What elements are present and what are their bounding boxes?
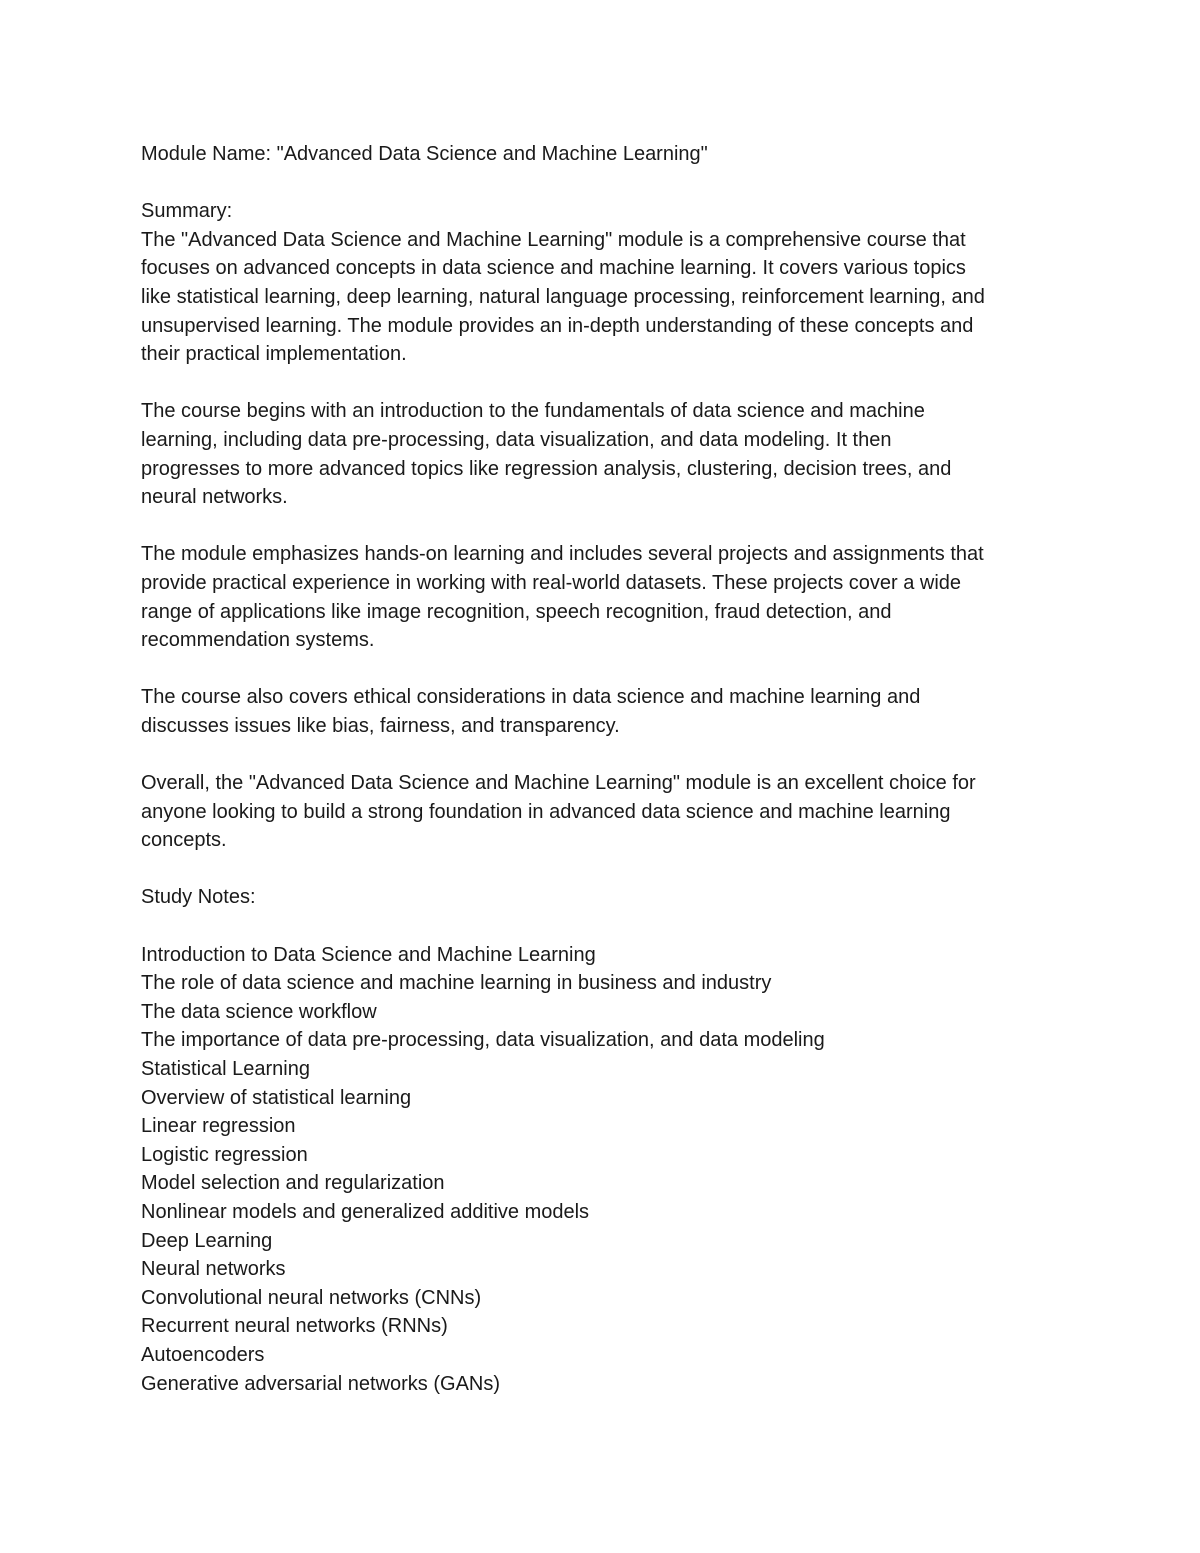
summary-paragraph-2	[141, 397, 1076, 511]
paragraph-line: like statistical learning, deep learning, natural language processing, reinforcement learning, and	[141, 285, 985, 308]
paragraph-line: range of applications like image recognition, speech recognition, fraud detection, and	[141, 600, 892, 623]
study-note-item: Logistic regression	[141, 1143, 308, 1166]
paragraph-line: provide practical experience in working with real-world datasets. These projects cover a wide	[141, 571, 962, 594]
blank-line	[141, 369, 1076, 398]
blank-line	[141, 912, 1076, 941]
study-note-item: Statistical Learning	[141, 1058, 310, 1080]
study-note-item: Introduction to Data Science and Machine Learning	[141, 943, 596, 966]
study-note-item: Nonlinear models and generalized additive models	[141, 1200, 590, 1223]
paragraph-line: anyone looking to build a strong foundation in advanced data science and machine learning	[141, 800, 951, 823]
paragraph-line: The "Advanced Data Science and Machine Learning" module is a comprehensive course that	[141, 228, 966, 251]
paragraph-line: unsupervised learning. The module provides an in-depth understanding of these concepts and	[141, 314, 974, 337]
study-note-item: Deep Learning	[141, 1229, 273, 1252]
paragraph-line: neural networks.	[141, 486, 288, 509]
paragraph-line: learning, including data pre-processing, data visualization, and data modeling. It then	[141, 428, 892, 451]
blank-line	[141, 740, 1076, 769]
paragraph-line: The course also covers ethical considerations in data science and machine learning and	[141, 686, 921, 709]
summary-paragraph-4	[141, 683, 1076, 740]
paragraph-line: focuses on advanced concepts in data science and machine learning. It covers various topics	[141, 257, 966, 280]
study-note-item: The role of data science and machine learning in business and industry	[141, 972, 772, 995]
study-note-item: The data science workflow	[141, 1000, 377, 1023]
module-name-line: Module Name: "Advanced Data Science and Machine Learning"	[141, 143, 708, 165]
study-note-item: Overview of statistical learning	[141, 1086, 412, 1109]
study-note-item: Model selection and regularization	[141, 1172, 445, 1195]
study-notes-list	[141, 941, 1076, 1399]
paragraph-line: The module emphasizes hands-on learning and includes several projects and assignments that	[141, 543, 984, 566]
blank-line	[141, 855, 1076, 884]
study-note-item: Neural networks	[141, 1258, 286, 1281]
paragraph-line: Overall, the "Advanced Data Science and Machine Learning" module is an excellent choice for	[141, 772, 976, 795]
study-note-item: Recurrent neural networks (RNNs)	[141, 1315, 448, 1338]
paragraph-line: their practical implementation.	[141, 343, 407, 366]
study-notes-label: Study Notes:	[141, 886, 256, 909]
summary-paragraph-5	[141, 769, 1076, 855]
paragraph-line: concepts.	[141, 829, 227, 852]
blank-line	[141, 169, 1076, 198]
paragraph-line: The course begins with an introduction to the fundamentals of data science and machine	[141, 400, 925, 423]
study-note-item: Autoencoders	[141, 1343, 265, 1366]
document-body	[141, 140, 1076, 1398]
study-note-item: Generative adversarial networks (GANs)	[141, 1372, 501, 1395]
blank-line	[141, 512, 1076, 541]
summary-label: Summary:	[141, 200, 233, 223]
paragraph-line: discusses issues like bias, fairness, and transparency.	[141, 714, 620, 737]
blank-line	[141, 655, 1076, 684]
summary-paragraph-3	[141, 540, 1076, 654]
study-note-item: The importance of data pre-processing, data visualization, and data modeling	[141, 1029, 825, 1052]
paragraph-line: recommendation systems.	[141, 629, 375, 652]
study-note-item: Convolutional neural networks (CNNs)	[141, 1286, 482, 1309]
summary-paragraph-1	[141, 226, 1076, 369]
paragraph-line: progresses to more advanced topics like regression analysis, clustering, decision trees, and	[141, 457, 952, 480]
study-note-item: Linear regression	[141, 1115, 296, 1138]
